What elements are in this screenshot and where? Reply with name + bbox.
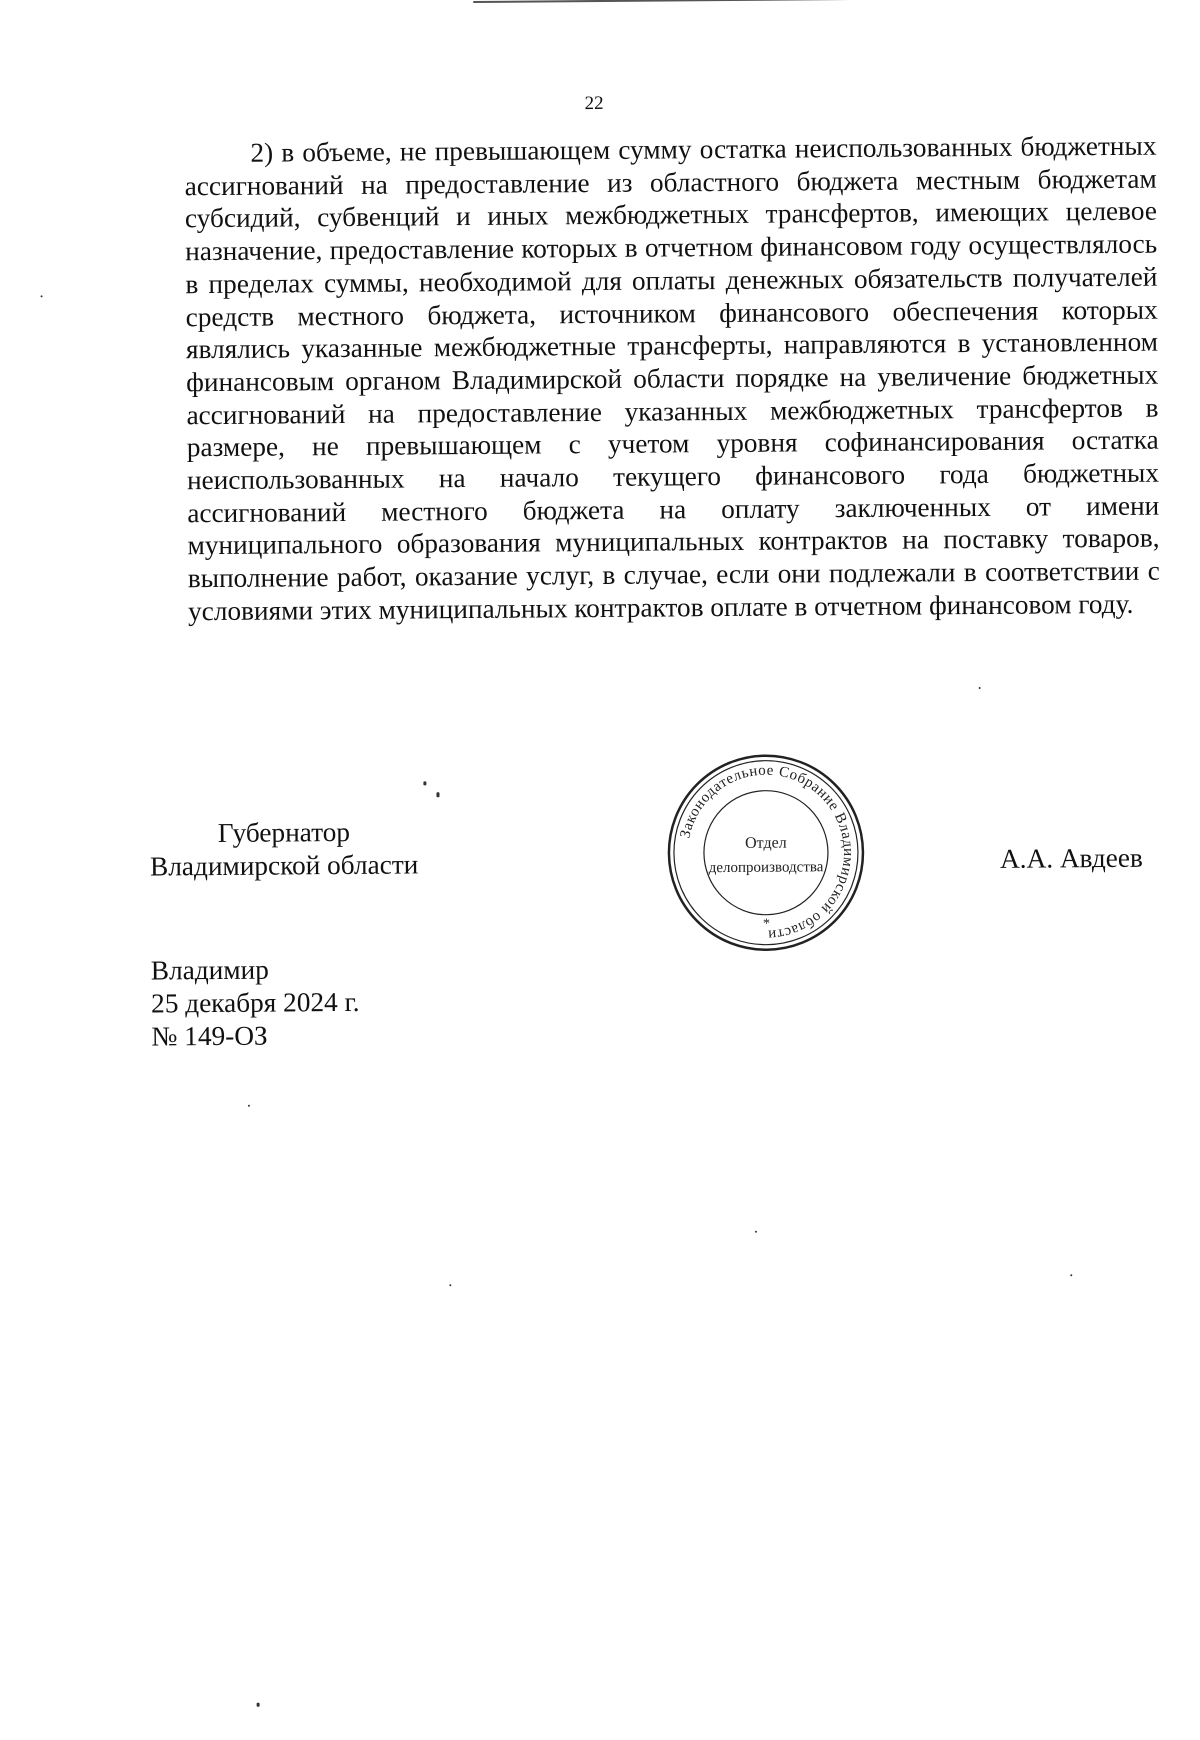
top-edge-line — [473, 0, 1193, 3]
signing-date: 25 декабря 2024 г. — [150, 986, 360, 1019]
place-date-number-block — [151, 953, 360, 1054]
signatory-title — [150, 815, 419, 883]
signatory-title-line-1: Губернатор — [217, 816, 351, 849]
law-number: № 149-ОЗ — [151, 1020, 268, 1052]
scan-speck — [1070, 1274, 1072, 1276]
stamp-star: * — [762, 916, 771, 932]
scan-speck — [423, 781, 426, 785]
signatory-title-line-2: Владимирской области — [149, 849, 419, 882]
page-number: 22 — [584, 92, 604, 115]
stamp-inner-ring — [703, 790, 828, 915]
scan-speck — [41, 295, 43, 297]
scan-speck — [449, 1284, 451, 1286]
stamp-center-line-1: Отдел — [745, 834, 787, 852]
scan-speck — [257, 1703, 260, 1707]
stamp-center-line-2: делопроизводства — [708, 859, 824, 877]
stamp-ring-text: Законодательное Собрание Владимирской области — [677, 762, 856, 943]
scan-speck — [979, 687, 981, 689]
city: Владимир — [150, 954, 269, 986]
scan-speck — [755, 1231, 757, 1233]
signatory-name: А.А. Авдеев — [999, 842, 1143, 874]
scan-speck — [248, 1105, 250, 1107]
official-stamp — [665, 752, 867, 954]
body-paragraph: 2) в объеме, не превышающем сумму остатка неиспользованных бюджетных ассигнований на предоставление из областного бюджета местным бюджетам субсидий, субвенций и иных межбюджетных трансфертов, имеющих целевое назначение, предоставление которых в отчетном финансовом году осуществлялось в пределах суммы, необходимой для оплаты денежных обязательств получателей средств местного бюджета, источником финансового обеспечения которых являлись указанные межбюджетные трансферты, направляются в установленном финансовым органом Владимирской области порядке на увеличение бюджетных ассигнований на предоставление указанных межбюджетных трансфертов в размере, не превышающем с учетом уровня софинансирования остатка неиспользованных на начало текущего финансового года бюджетных ассигнований местного бюджета на оплату заключенных от имени муниципального образования муниципальных контрактов на поставку товаров, выполнение работ, оказание услуг, в случае, если они подлежали в соответствии с условиями этих муниципальных контрактов оплате в отчетном финансовом году. — [184, 130, 1160, 627]
scan-speck — [436, 792, 439, 797]
